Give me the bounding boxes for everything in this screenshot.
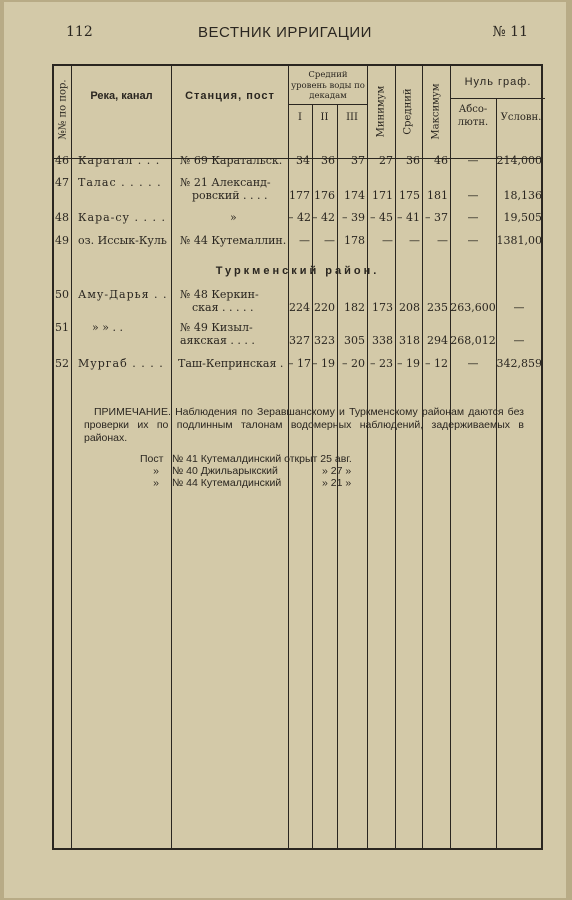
col-header-min: Минимум: [375, 85, 387, 138]
row-dec3: 178: [344, 234, 365, 247]
note-paragraph: [84, 406, 524, 445]
row-max: – 12: [425, 357, 448, 370]
row-no: 51: [55, 321, 69, 334]
row-station-cont: ровский . . . .: [192, 189, 268, 202]
row-dec2: – 19: [312, 357, 335, 370]
row-no: 46: [55, 154, 69, 167]
row-abs: —: [467, 234, 479, 247]
row-min: – 45: [370, 211, 393, 224]
row-river: Мургаб . . . .: [78, 357, 164, 370]
row-dec2: – 42: [312, 211, 335, 224]
row-cond: 214,000: [496, 154, 542, 167]
page-header: [4, 24, 566, 46]
row-dec2: 176: [314, 189, 335, 202]
post-date: 25 авг.: [320, 453, 352, 465]
row-dec1: 34: [296, 154, 310, 167]
row-min: 338: [372, 334, 393, 347]
row-mid: 208: [399, 301, 420, 314]
row-river: Аму-Дарья . .: [78, 288, 168, 301]
row-river: Талас . . . . .: [78, 176, 162, 189]
row-min: – 23: [370, 357, 393, 370]
col-header-abs: Абсо-лютн.: [457, 104, 489, 128]
row-cond: —: [513, 301, 525, 314]
row-dec1: – 17: [288, 357, 311, 370]
row-cond: 1381,00: [496, 234, 542, 247]
row-abs: —: [467, 154, 479, 167]
row-no: 50: [55, 288, 69, 301]
row-river: » » . .: [92, 321, 123, 334]
row-dec1: 224: [289, 301, 310, 314]
row-max: 294: [427, 334, 448, 347]
row-no: 49: [55, 234, 69, 247]
col-header-no: №№ по пор.: [57, 79, 69, 140]
row-abs: —: [467, 211, 479, 224]
row-min: 171: [372, 189, 393, 202]
row-cond: —: [513, 334, 525, 347]
post-line: [140, 453, 352, 465]
row-river: Кара-су . . . .: [78, 211, 166, 224]
col-header-dec3: III: [346, 112, 358, 123]
row-cond: 342,859: [496, 357, 542, 370]
section-title: Туркменский район.: [215, 265, 380, 277]
row-dec1: – 42: [288, 211, 311, 224]
row-dec3: 305: [344, 334, 365, 347]
row-abs: —: [467, 357, 479, 370]
row-station: № 44 Кутемаллин.: [180, 234, 287, 247]
row-mid: – 41: [397, 211, 420, 224]
col-header-cond: Условн.: [500, 112, 542, 123]
row-dec2: —: [324, 234, 335, 247]
row-min: —: [382, 234, 393, 247]
col-header-avg-level: Средний уровень воды по декадам: [291, 70, 365, 102]
col-header-river: Река, канал: [90, 90, 153, 102]
row-min: 27: [379, 154, 393, 167]
row-cond: 18,136: [503, 189, 542, 202]
col-header-dec2: II: [320, 112, 329, 123]
row-dec3: – 20: [342, 357, 365, 370]
page: [4, 2, 566, 898]
row-max: —: [437, 234, 448, 247]
post-line: [140, 465, 352, 477]
row-mid: —: [409, 234, 420, 247]
row-station: № 21 Александ-: [180, 176, 271, 189]
row-station: »: [230, 211, 237, 224]
row-min: 173: [372, 301, 393, 314]
row-dec2: 36: [321, 154, 335, 167]
row-dec1: —: [299, 234, 310, 247]
row-max: – 37: [425, 211, 448, 224]
row-max: 46: [434, 154, 448, 167]
row-dec1: 327: [289, 334, 310, 347]
col-header-dec1: I: [298, 112, 302, 123]
post-name: № 41 Кутемалдинский открыт: [172, 453, 318, 465]
row-mid: 318: [399, 334, 420, 347]
row-river: оз. Иссык-Куль: [78, 234, 167, 247]
post-date: » 27 »: [322, 465, 352, 477]
post-name: № 44 Кутемалдинский: [172, 477, 282, 489]
row-station: № 48 Керкин-: [180, 288, 259, 301]
post-name: № 40 Джильарыкский: [172, 465, 278, 477]
row-station: Таш-Кепринская .: [178, 357, 284, 370]
post-prefix: »: [153, 477, 159, 489]
col-header-zero: Нуль граф.: [464, 76, 532, 88]
row-river: Каратал . . .: [78, 154, 161, 167]
col-header-mid: Средний: [402, 88, 414, 135]
row-dec3: 37: [351, 154, 365, 167]
row-max: 181: [427, 189, 448, 202]
row-no: 47: [55, 176, 69, 189]
row-dec3: – 39: [342, 211, 365, 224]
row-cond: 19,505: [503, 211, 542, 224]
post-date: » 21 »: [322, 477, 352, 489]
note-text: ПРИМЕЧАНИЕ. Наблюдения по Зеравшанскому и Туркменскому районам даются без проверки их по подлинным талонам водомерных наблюдений, задерживаемых в районах.: [84, 406, 524, 444]
row-no: 48: [55, 211, 69, 224]
row-no: 52: [55, 357, 69, 370]
posts-list: [140, 453, 352, 489]
row-abs: 268,012: [450, 334, 496, 347]
row-station: № 49 Кизыл-: [180, 321, 253, 334]
row-dec1: 177: [289, 189, 310, 202]
post-prefix: »: [153, 465, 159, 477]
row-mid: – 19: [397, 357, 420, 370]
page-number: 112: [66, 24, 93, 40]
row-mid: 175: [399, 189, 420, 202]
row-dec2: 323: [314, 334, 335, 347]
col-header-max: Максимум: [430, 83, 442, 140]
row-mid: 36: [406, 154, 420, 167]
row-dec3: 182: [344, 301, 365, 314]
row-dec2: 220: [314, 301, 335, 314]
row-abs: —: [467, 189, 479, 202]
journal-title: ВЕСТНИК ИРРИГАЦИИ: [198, 24, 372, 41]
row-max: 235: [427, 301, 448, 314]
post-prefix: Пост: [140, 453, 164, 465]
col-header-station: Станция, пост: [185, 90, 275, 102]
row-dec3: 174: [344, 189, 365, 202]
row-abs: 263,600: [450, 301, 496, 314]
post-line: [140, 477, 352, 489]
row-station: № 69 Каратальск.: [180, 154, 283, 167]
row-station-cont: аякская . . . .: [180, 334, 255, 347]
issue-number: № 11: [492, 24, 528, 40]
row-station-cont: ская . . . . .: [192, 301, 254, 314]
